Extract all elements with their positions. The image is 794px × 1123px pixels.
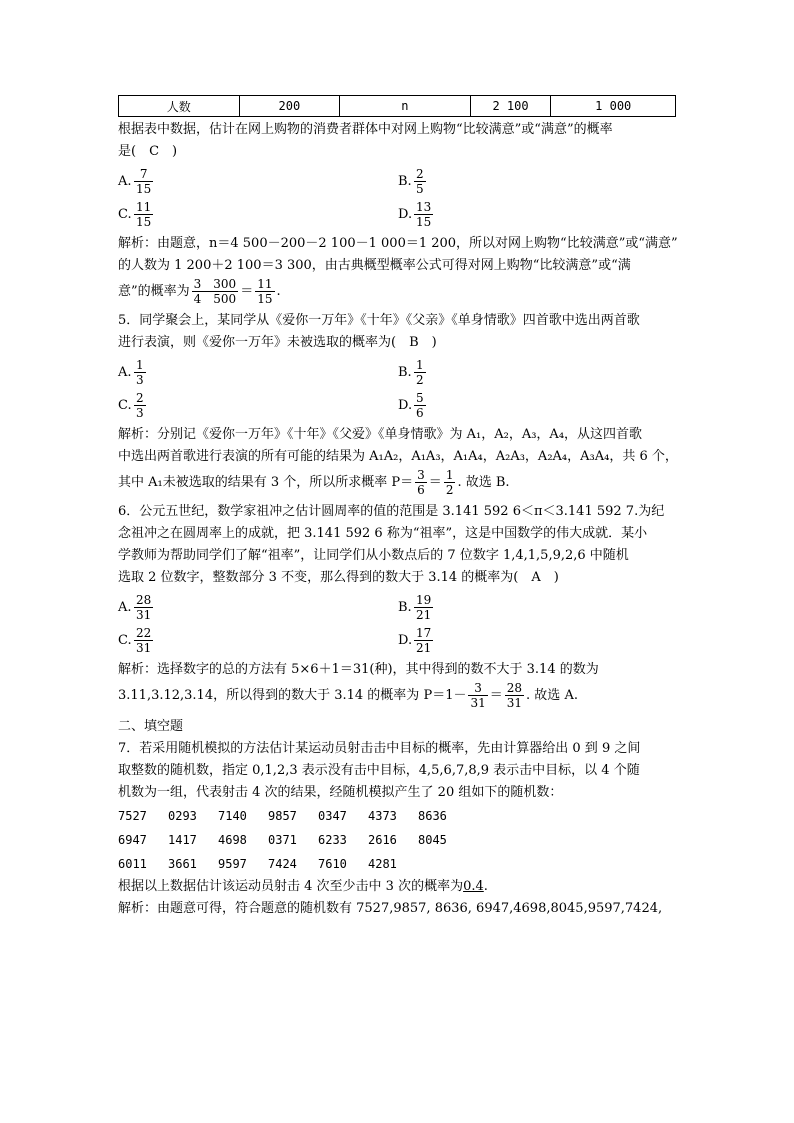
option-a [118, 593, 398, 622]
random-number: 9597 [218, 857, 247, 871]
fraction: $\frac{22}{31}$ [136, 626, 152, 655]
random-numbers-row [118, 828, 678, 852]
q5-solution-line2: 中选出两首歌进行表演的所有可能的结果为 A₁A₂，A₁A₃，A₁A₄，A₂A₃，A₂A₄，A₃A₄，共 6 个， [118, 449, 678, 464]
random-number: 8636 [418, 809, 447, 823]
q7-solution-line1: 解析：由题意可得，符合题意的随机数有 7527,9857, 8636, 6947,4698,8045,9597,7424, [118, 901, 663, 916]
option-label: D. [398, 207, 413, 222]
fraction: $\frac{5}{6}$ [416, 391, 424, 420]
table-cell: 1 000 [551, 96, 676, 117]
fraction: $\frac{28}{31}$ [506, 681, 523, 710]
option-label: C. [118, 207, 132, 222]
q4-stem-line2: 是( C ) [118, 144, 178, 159]
q6-solution-line2: 3.11,3.12,3.14，所以得到的数大于 3.14 的概率为 P＝1－ $\frac{3}{31}$ ＝ $\frac{28}{31}$ . 故选 A. [118, 681, 578, 710]
q6-stem-line3: 学教师为帮助同学们了解“祖率”，让同学们从小数点后的 7 位数字 1,4,1,5,9,2,6 中随机 [118, 548, 629, 563]
random-number: 7140 [218, 809, 247, 823]
q4-options-row2 [118, 200, 678, 229]
fraction: $\frac{2}{3}$ [136, 391, 144, 420]
q6-stem-line4: 选取 2 位数字，整数部分 3 不变，那么得到的数大于 3.14 的概率为( A ) [118, 570, 559, 585]
random-number: 6233 [318, 833, 347, 847]
option-label: B. [398, 600, 412, 615]
q7-stem-line1: 7．若采用随机模拟的方法估计某运动员射击击中目标的概率，先由计算器给出 0 到 9 之间 [118, 741, 641, 756]
q7-stem-line3: 机数为一组，代表射击 4 次的结果，经随机模拟产生了 20 组如下的随机数： [118, 785, 563, 800]
random-number: 4373 [368, 809, 397, 823]
q4-solution-line3: 意”的概率为 $\frac{3 300}{4 500}$ ＝ $\frac{11}{15}$ . [118, 277, 281, 306]
fraction: $\frac{11}{15}$ [257, 277, 273, 306]
fraction: $\frac{7}{15}$ [136, 167, 152, 196]
q6-stem-line1: 6．公元五世纪，数学家祖冲之估计圆周率的值的范围是 3.141 592 6＜π＜3.141 592 7.为纪 [118, 504, 665, 519]
option-label: C. [118, 398, 132, 413]
random-number: 7424 [268, 857, 297, 871]
q6-solution-line1: 解析：选择数字的总的方法有 5×6＋1＝31(种)，其中得到的数不大于 3.14 的数为 [118, 662, 599, 677]
random-number: 6947 [118, 833, 147, 847]
random-number: 0371 [268, 833, 297, 847]
option-d [398, 391, 678, 420]
option-b [398, 167, 678, 196]
random-number: 1417 [168, 833, 197, 847]
option-d [398, 200, 678, 229]
q4-solution-line2: 的人数为 1 200＋2 100＝3 300，由古典概型概率公式可得对网上购物“比较满意”或“满 [118, 258, 631, 273]
option-c [118, 391, 398, 420]
page-content [118, 95, 678, 920]
section-heading: 二、填空题 [118, 719, 184, 734]
q5-stem-line2: 进行表演，则《爱你一万年》未被选取的概率为( B ) [118, 335, 437, 350]
q5-options-row1 [118, 358, 678, 387]
random-number: 4281 [368, 857, 397, 871]
table-cell: n [340, 96, 470, 117]
q5-options-row2 [118, 391, 678, 420]
random-numbers-row [118, 852, 678, 876]
random-number: 7527 [118, 809, 147, 823]
option-c [118, 200, 398, 229]
fraction: $\frac{3 300}{4 500}$ [193, 277, 237, 306]
random-number: 0293 [168, 809, 197, 823]
q4-options-row1 [118, 167, 678, 196]
table-cell: 人数 [119, 96, 240, 117]
option-label: D. [398, 398, 413, 413]
option-label: A. [118, 174, 132, 189]
fraction: $\frac{11}{15}$ [136, 200, 152, 229]
fraction: $\frac{3}{31}$ [470, 681, 486, 710]
option-label: C. [118, 633, 132, 648]
table-cell: 200 [239, 96, 340, 117]
random-number: 2616 [368, 833, 397, 847]
option-a [118, 167, 398, 196]
random-number: 6011 [118, 857, 147, 871]
random-number: 8045 [418, 833, 447, 847]
q6-stem-line2: 念祖冲之在圆周率上的成就，把 3.141 592 6 称为“祖率”，这是中国数学的伟大成就．某小 [118, 526, 648, 541]
q5-solution-line3: 其中 A₁未被选取的结果有 3 个，所以所求概率 P＝ $\frac{3}{6}$ ＝ $\frac{1}{2}$ . 故选 B. [118, 468, 510, 497]
option-label: D. [398, 633, 413, 648]
random-number: 0347 [318, 809, 347, 823]
q7-stem-line2: 取整数的随机数，指定 0,1,2,3 表示没有击中目标，4,5,6,7,8,9 表示击中目标，以 4 个随 [118, 763, 640, 778]
option-b [398, 593, 678, 622]
q6-options-row2 [118, 626, 678, 655]
fraction: $\frac{17}{21}$ [416, 626, 432, 655]
fraction: $\frac{3}{6}$ [417, 468, 425, 497]
fraction: $\frac{19}{21}$ [416, 593, 432, 622]
random-number: 7610 [318, 857, 347, 871]
data-table [118, 95, 676, 117]
fraction: $\frac{13}{15}$ [416, 200, 432, 229]
option-label: B. [398, 174, 412, 189]
option-a [118, 358, 398, 387]
fraction: $\frac{1}{3}$ [136, 358, 144, 387]
random-number: 4698 [218, 833, 247, 847]
random-numbers-row [118, 804, 678, 828]
answer-blank: 0.4 [463, 879, 484, 894]
option-d [398, 626, 678, 655]
option-label: A. [118, 365, 132, 380]
fraction: $\frac{1}{2}$ [445, 468, 454, 497]
q5-stem-line1: 5．同学聚会上，某同学从《爱你一万年》《十年》《父亲》《单身情歌》四首歌中选出两首歌 [118, 313, 640, 328]
q7-question: 根据以上数据估计该运动员射击 4 次至少击中 3 次的概率为0.4. [118, 879, 488, 894]
table-row [119, 96, 676, 117]
fraction: $\frac{2}{5}$ [416, 167, 424, 196]
random-number: 3661 [168, 857, 197, 871]
q6-options-row1 [118, 593, 678, 622]
option-b [398, 358, 678, 387]
fraction: $\frac{28}{31}$ [136, 593, 152, 622]
random-number: 9857 [268, 809, 297, 823]
fraction: $\frac{1}{2}$ [416, 358, 424, 387]
option-c [118, 626, 398, 655]
table-cell: 2 100 [470, 96, 551, 117]
option-label: A. [118, 600, 132, 615]
q4-solution-line1: 解析：由题意，n＝4 500－200－2 100－1 000＝1 200，所以对网上购物“比较满意”或“满意” [118, 236, 678, 251]
q5-solution-line1: 解析：分别记《爱你一万年》《十年》《父爱》《单身情歌》为 A₁，A₂，A₃，A₄，从这四首歌 [118, 427, 643, 442]
q4-stem-line1: 根据表中数据，估计在网上购物的消费者群体中对网上购物“比较满意”或“满意”的概率 [118, 122, 613, 137]
option-label: B. [398, 365, 412, 380]
